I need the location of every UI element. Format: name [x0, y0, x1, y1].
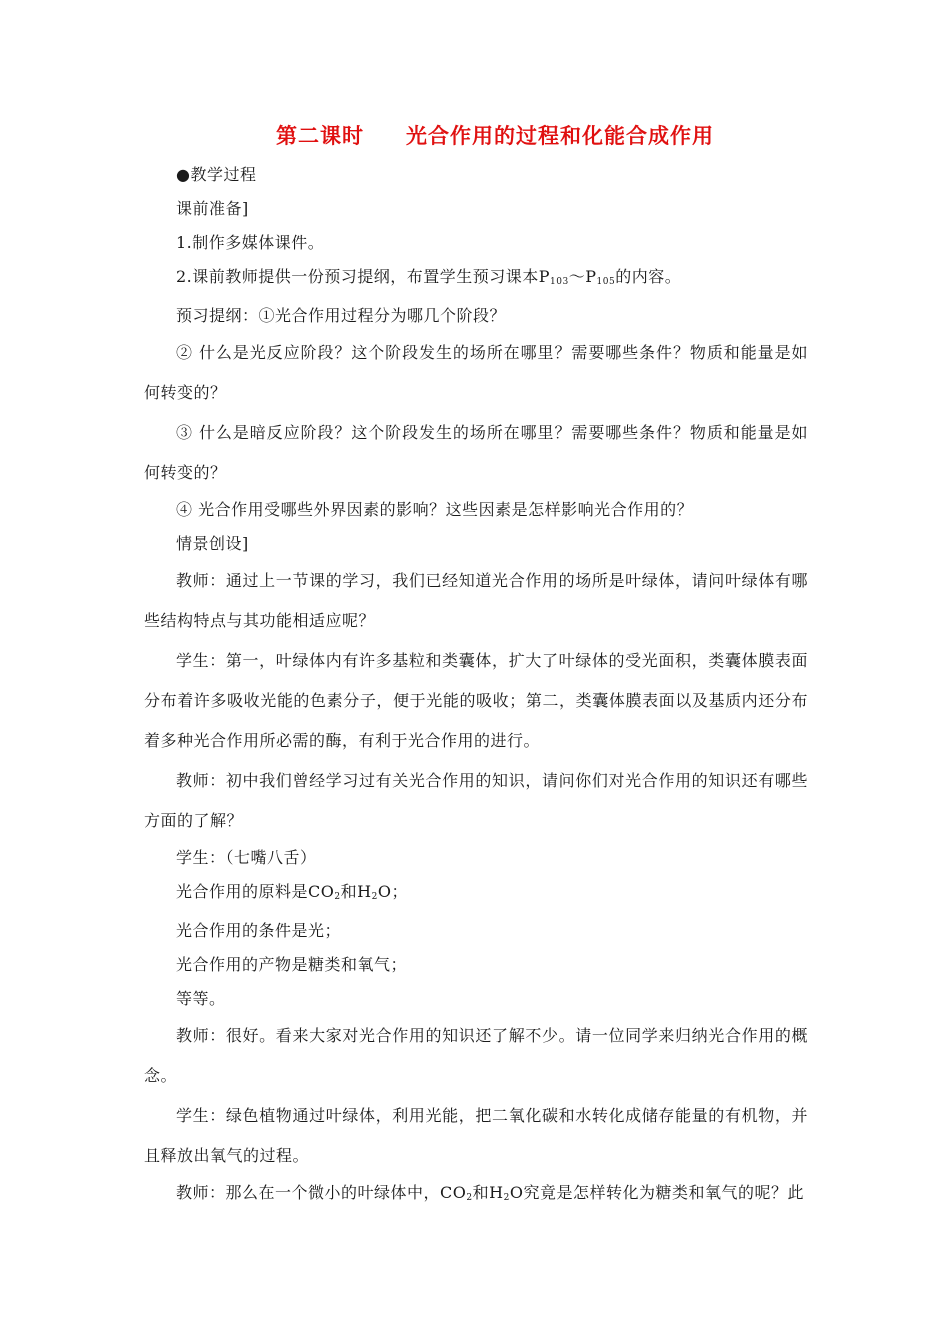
paragraph: 学生：绿色植物通过叶绿体，利用光能，把二氧化碳和水转化成储存能量的有机物，并且释放出氧气的过程。 [144, 1106, 808, 1165]
page-ref: P [538, 267, 551, 286]
document-body [144, 158, 808, 1215]
paragraph: 情景创设] [176, 534, 249, 553]
paragraph-text: 教师：那么在一个微小的叶绿体中， [176, 1183, 441, 1202]
paragraph: ② 什么是光反应阶段？这个阶段发生的场所在哪里？需要哪些条件？物质和能量是如何转变的？ [144, 343, 808, 402]
paragraph: 等等。 [176, 989, 226, 1008]
page-ref: P [585, 267, 597, 286]
paragraph: 教师：很好。看来大家对光合作用的知识还了解不少。请一位同学来归纳光合作用的概念。 [144, 1026, 808, 1085]
paragraph-text: ； [391, 882, 408, 901]
paragraph-text: 的内容。 [615, 267, 682, 286]
paragraph: ④ 光合作用受哪些外界因素的影响？这些因素是怎样影响光合作用的？ [176, 500, 694, 519]
formula-h2o: H [357, 882, 372, 901]
paragraph: 教师：通过上一节课的学习，我们已经知道光合作用的场所是叶绿体，请问叶绿体有哪些结构特点与其功能相适应呢？ [144, 571, 808, 630]
paragraph: 学生：（七嘴八舌） [176, 848, 317, 867]
range-tilde: ～ [568, 267, 586, 286]
formula-h2o: O [509, 1183, 524, 1202]
paragraph-text: 和 [340, 882, 358, 901]
formula-h2o: H [489, 1183, 504, 1202]
paragraph: 预习提纲：①光合作用过程分为哪几个阶段？ [176, 306, 507, 325]
paragraph: ●教学过程 [176, 165, 257, 184]
page-ref-sub: 103 [550, 277, 569, 287]
paragraph [144, 260, 808, 299]
formula-sub: 2 [466, 1193, 473, 1203]
paragraph: ③ 什么是暗反应阶段？这个阶段发生的场所在哪里？需要哪些条件？物质和能量是如何转变的？ [144, 423, 808, 482]
formula-sub: 2 [371, 892, 378, 902]
paragraph: 教师：初中我们曾经学习过有关光合作用的知识，请问你们对光合作用的知识还有哪些方面的了解？ [144, 771, 808, 830]
paragraph: 学生：第一，叶绿体内有许多基粒和类囊体，扩大了叶绿体的受光面积，类囊体膜表面分布着许多吸收光能的色素分子，便于光能的吸收；第二，类囊体膜表面以及基质内还分布着多种光合作用所必需的酶，有利于光合作用的进行。 [144, 651, 808, 750]
paragraph-text: 光合作用的原料是 [176, 882, 309, 901]
formula-co2: CO [308, 882, 335, 901]
page-ref-sub: 105 [596, 277, 616, 287]
formula-sub: 2 [334, 892, 341, 902]
paragraph: 光合作用的产物是糖类和氧气； [176, 955, 408, 974]
paragraph-text: 和 [472, 1183, 490, 1202]
paragraph-text: 究竟是怎样转化为糖类和氧气的呢？此 [523, 1183, 804, 1202]
lesson-title-part1: 第二课时 [276, 124, 364, 148]
formula-co2: CO [440, 1183, 467, 1202]
paragraph: 1.制作多媒体课件。 [176, 233, 325, 252]
formula-h2o: O [377, 882, 392, 901]
paragraph: 光合作用的条件是光； [176, 921, 342, 940]
paragraph [144, 875, 808, 914]
lesson-title-part2: 光合作用的过程和化能合成作用 [406, 124, 714, 148]
formula-sub: 2 [503, 1193, 510, 1203]
paragraph [144, 1176, 808, 1215]
lesson-title [0, 120, 950, 150]
paragraph: 课前准备] [176, 199, 249, 218]
paragraph-text: 2.课前教师提供一份预习提纲，布置学生预习课本 [176, 267, 539, 286]
